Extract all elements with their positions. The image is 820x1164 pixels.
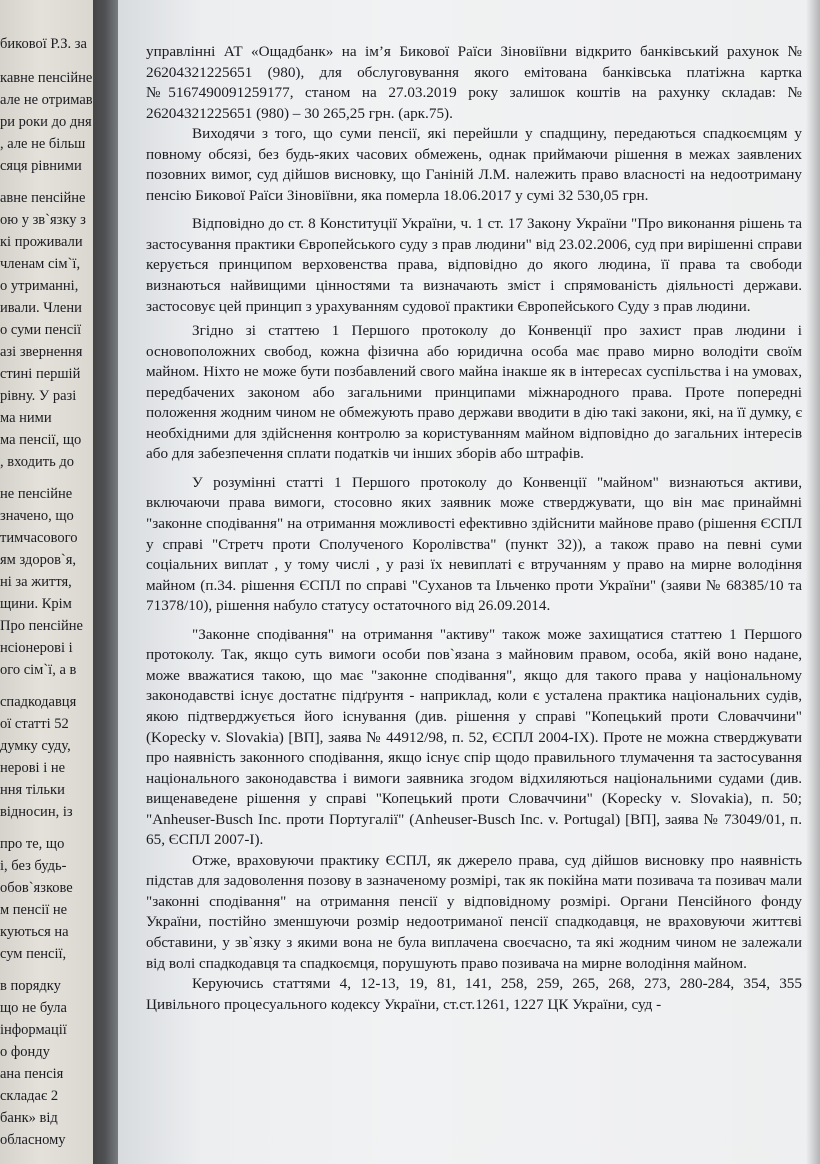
left-page-line: рівну. У разі — [0, 388, 77, 404]
left-page-line: про те, що — [0, 836, 65, 852]
left-page-line: Про пенсійне — [0, 618, 83, 634]
left-page-line: кі проживали — [0, 234, 83, 250]
left-page-line: ння тільки — [0, 782, 65, 798]
paragraph-governing-articles: Керуючись статтями 4, 12-13, 19, 81, 141, 258, 259, 265, 268, 273, 280-284, 354, 355 Цивільного процесуального кодексу України, ст.ст.1261, 1227 ЦК України, суд - — [146, 975, 802, 1013]
left-page-line: членам сім`ї, — [0, 256, 81, 272]
left-page-line: бикової Р.З. за — [0, 36, 87, 52]
left-page-line: авне пенсійне — [0, 190, 86, 206]
left-page-line: куються на — [0, 924, 69, 940]
left-page-line: в порядку — [0, 978, 61, 994]
left-page-line: ою у зв`язку з — [0, 212, 86, 228]
left-page-line: о утриманні, — [0, 278, 79, 294]
page-edge-shadow — [806, 0, 820, 1164]
left-page-line: не пенсійне — [0, 486, 73, 502]
left-page-line: сум пенсії, — [0, 946, 67, 962]
left-page-line: обов`язкове — [0, 880, 73, 896]
left-page-line: ана пенсія — [0, 1066, 64, 1082]
paragraph-bank-account: управлінні АТ «Ощадбанк» на ім’я Бикової Раїси Зіновіївни відкрито банківський рахунок № 26204321225651 (980), для обслуговування якого емітована банківська платіжна картка №5167490091259177, станом на 27.03.2019 року залишок коштів на рахунку складав: № 26204321225651 (980) – 30 265,25 грн. (арк.75). — [146, 43, 802, 122]
left-page-line: ям здоров`я, — [0, 552, 77, 568]
left-page-line: о суми пенсії — [0, 322, 82, 338]
left-page-line: кавне пенсійне — [0, 70, 93, 86]
left-page-line: , входить до — [0, 454, 74, 470]
left-page-line: ивали. Члени — [0, 300, 82, 316]
left-page-line: думку суду, — [0, 738, 71, 754]
left-page-line: ого сім`ї, а в — [0, 662, 77, 678]
left-page-line: складає 2 — [0, 1088, 59, 1104]
left-page-line: і, без будь- — [0, 858, 67, 874]
left-page-line: ні за життя, — [0, 574, 72, 590]
paragraph-property-definition: У розумінні статті 1 Першого протоколу до Конвенції "майном" визнаються активи, включаючи права вимоги, стосовно яких заявник може стверджувати, що він має принаймні "законне сподівання" на отримання можливості ефективно здійснити майнове право (рішення ЄСПЛ у справі "Стретч проти Сполученого Королівства" (пункт 32)), а також право на певні суми соціальних виплат , у тому числі , у разі їх невиплаті є втручанням у право на мирне володіння майном (п.34. рішення ЄСПЛ по справі "Суханов та Ільченко проти України" (заяви № 68385/10 та 71378/10), рішення набуло статусу остаточного від 26.09.2014. — [146, 473, 802, 615]
left-page-line: нерові і не — [0, 760, 66, 776]
left-page-line: ри роки до дня — [0, 114, 92, 130]
paragraph-court-conclusion: Отже, враховуючи практику ЄСПЛ, як джерело права, суд дійшов висновку про наявність підстав для задоволення позову в зазначеному розмірі, так як покійна мати позивача та позивач мали "законні сподівання" на отримання пенсії у відповідному розмірі. Органи Пенсійного фонду України, постійно зменшуючи розмір недоотриманої пенсії спадкодавця, не враховуючи життєві обставини, у зв`язку з якими вона не була виплачена своєчасно, та які жодним чином не залежали від волі спадкодавця та спадкоємця, порушують право позивача на мирне володіння майном. — [146, 851, 802, 972]
paragraph-legitimate-expectation: "Законне сподівання" на отримання "активу" також може захищатися статтею 1 Першого протоколу. Так, якщо суть вимоги особи пов`язана з майновим правом, особа, якій воно надане, може вважатися такою, що має "законне сподівання", якщо для такого права у національному законодавстві існує достатнє підґрунтя - наприклад, коли є усталена практика національних судів, якою підтверджується його існування (див. рішення у справі "Копецький проти Словаччини" (Kopecky v. Slovakia) [ВП], заява № 44912/98, п. 52, ЄСПЛ 2004-IX). Проте не можна стверджувати про наявність законного сподівання, якщо існує спір щодо правильного тлумачення та застосування національного законодавства і вимоги заявника згодом відхиляються національними судами (див. вищенаведене рішення у справі "Копецький проти Словаччини" (Kopecky v. Slovakia), п. 50; "Anheuser-Busch Inc. проти Португалії" (Anheuser-Busch Inc. v. Portugal) [ВП], заява № 73049/01, п. 65, ЄСПЛ 2007-I). — [146, 625, 802, 849]
paragraph-protocol-article-1: Згідно зі статтею 1 Першого протоколу до Конвенції про захист прав людини і основоположних свобод, кожна фізична або юридична особа має право мирно володіти своїм майном. Ніхто не може бути позбавлений свого майна інакше як в інтересах суспільства і на умовах, передбачених законом або загальними принципами міжнародного права. Проте попередні положення жодним чином не обмежують право держави вводити в дію такі закони, які, на її думку, є необхідними для здійснення контролю за користуванням майном відповідно до загальних інтересів або для забезпечення сплати податків чи інших зборів або штрафів. — [146, 322, 802, 463]
left-page-line: відносин, із — [0, 804, 73, 820]
left-page-line: значено, що — [0, 508, 74, 524]
left-page-line: азі звернення — [0, 344, 83, 360]
previous-page-fragment — [0, 0, 100, 1164]
left-page-line: банк» від — [0, 1110, 58, 1126]
left-page-line: ма пенсії, що — [0, 432, 82, 448]
left-page-line: сяця рівними — [0, 158, 82, 174]
document-page — [118, 0, 820, 1164]
left-page-line: тимчасового — [0, 530, 78, 546]
left-page-line: що не була — [0, 1000, 67, 1016]
left-page-line: інформації — [0, 1022, 67, 1038]
left-page-line: м пенсії не — [0, 902, 68, 918]
left-page-line: , але не більш — [0, 136, 86, 152]
document-body — [146, 42, 802, 1015]
left-page-line: але не отримав — [0, 92, 93, 108]
left-page-line: ма ними — [0, 410, 52, 426]
paragraph-constitution-reference: Відповідно до ст. 8 Конституції України, ч. 1 ст. 17 Закону України "Про виконання рішень та застосування практики Європейського суду з прав людини" від 23.02.2006, суд при вирішенні справи керується принципом верховенства права, відповідно до якого людина, її права та свободи визнаються найвищими цінностями та визначають зміст і спрямованість діяльності держави. застосовує цей принцип з урахуванням судової практики Європейського Суду з прав людини. — [146, 215, 802, 315]
left-page-line: щини. Крім — [0, 596, 72, 612]
left-page-line: спадкодавця — [0, 694, 77, 710]
left-page-line: нсіонерові і — [0, 640, 73, 656]
left-page-line: обласному — [0, 1132, 66, 1148]
left-page-line: ої статті 52 — [0, 716, 69, 732]
left-page-line: о фонду — [0, 1044, 50, 1060]
left-page-line: стині першій — [0, 366, 81, 382]
paragraph-inheritance-conclusion: Виходячи з того, що суми пенсії, які перейшли у спадщину, передаються спадкоємцям у повному обсязі, без будь-яких часових обмежень, однак приймаючи рішення в межах заявлених позовних вимог, суд дійшов висновку, що Ганіній Л.М. належить право власності на недоотриману пенсію Бикової Раїси Зіновіївни, яка померла 18.06.2017 у сумі 32 530,05 грн. — [146, 125, 802, 204]
